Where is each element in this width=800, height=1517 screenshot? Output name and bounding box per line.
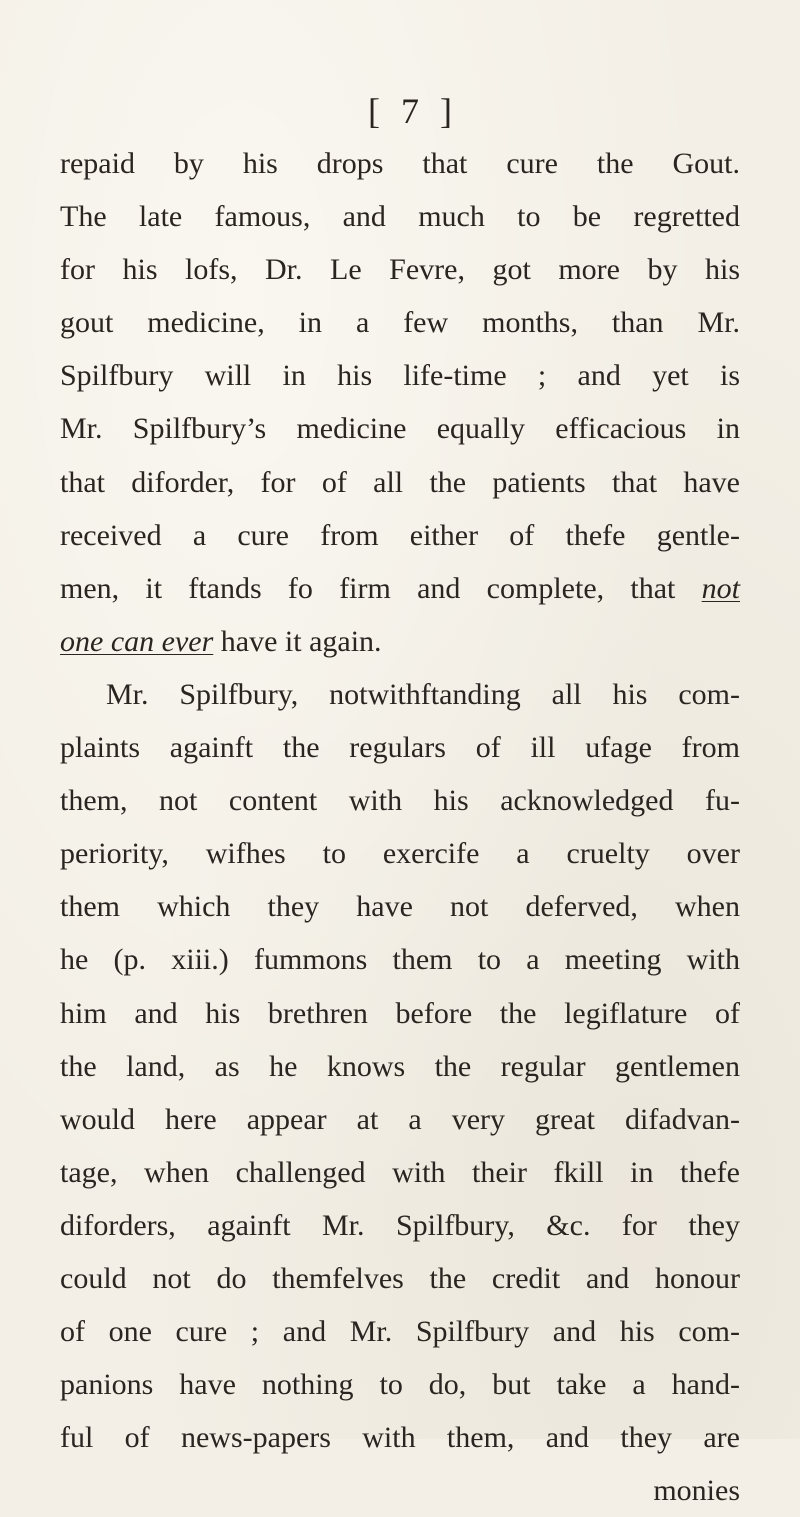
- text-line: repaid by his drops that cure the Gout.: [60, 147, 740, 180]
- text-line: that diforder, for of all the patients that have: [60, 465, 740, 499]
- text-line: could not do themfelves the credit and honour: [60, 1261, 740, 1295]
- text-line: Mr. Spilfbury’s medicine equally efficacious in: [60, 412, 740, 446]
- catchword: monies: [653, 1474, 740, 1508]
- text-line: diforders, againft Mr. Spilfbury, &c. for they: [60, 1208, 740, 1242]
- text-segment: men, it ftands fo firm and complete, that: [60, 571, 676, 605]
- paragraph-first-line: Mr. Spilfbury, notwithftanding all his com-: [106, 677, 740, 711]
- text-segment: have it again.: [220, 624, 382, 658]
- text-line: received a cure from either of thefe gentle-: [60, 518, 740, 552]
- emphasized-text: not: [701, 571, 740, 605]
- text-line: panions have nothing to do, but take a hand-: [60, 1368, 740, 1402]
- text-line-with-emphasis: [60, 562, 740, 615]
- text-line: them, not content with his acknowledged fu-: [60, 784, 740, 818]
- text-line: gout medicine, in a few months, than Mr.: [60, 306, 740, 340]
- text-line: the land, as he knows the regular gentlemen: [60, 1049, 740, 1083]
- body-text: [60, 137, 740, 1517]
- text-line: The late famous, and much to be regretted: [60, 200, 740, 234]
- text-line: of one cure ; and Mr. Spilfbury and his com-: [60, 1315, 740, 1349]
- text-line: plaints againft the regulars of ill ufage from: [60, 731, 740, 765]
- text-line: Spilfbury will in his life-time ; and yet is: [60, 359, 740, 393]
- text-line: he (p. xiii.) fummons them to a meeting with: [60, 943, 740, 977]
- text-line: them which they have not deferved, when: [60, 890, 740, 924]
- text-line: tage, when challenged with their fkill in thefe: [60, 1155, 740, 1189]
- page-number: [ 7 ]: [368, 91, 458, 131]
- text-line: ful of news-papers with them, and they are: [60, 1421, 740, 1455]
- text-line: him and his brethren before the legiflature of: [60, 996, 740, 1030]
- text-line: would here appear at a very great difadvan-: [60, 1102, 740, 1136]
- text-line: periority, wifhes to exercife a cruelty over: [60, 837, 740, 871]
- text-line-with-emphasis: [60, 615, 740, 668]
- text-line: for his lofs, Dr. Le Fevre, got more by his: [60, 253, 740, 287]
- emphasized-text: one can ever: [60, 624, 214, 658]
